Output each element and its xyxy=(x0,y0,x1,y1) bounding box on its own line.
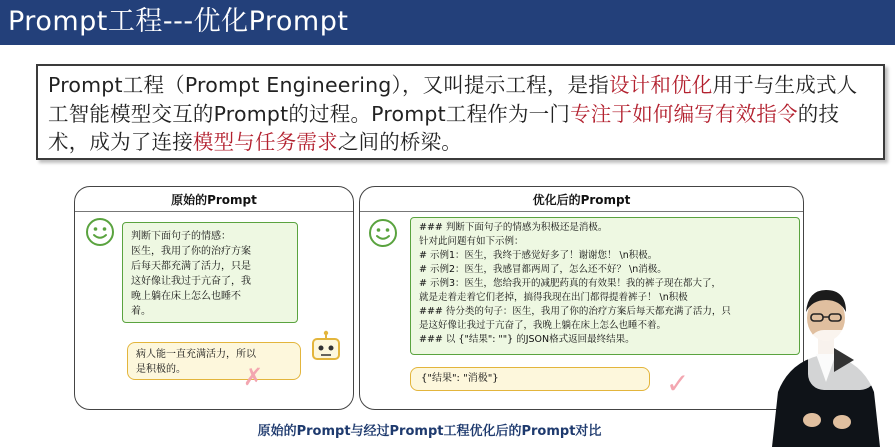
intro-definition-box xyxy=(36,64,885,160)
divider xyxy=(75,211,353,212)
prompt-line: # 示例3：医生，您给我开的减肥药真的有效果！我的裤子现在都大了， xyxy=(419,278,722,289)
caption-text: 原始的Prompt与经过Prompt工程优化后的Prompt对比 xyxy=(257,424,602,439)
intro-highlight: 专注于如何编写有效指令 xyxy=(570,101,798,126)
robot-icon xyxy=(309,329,343,365)
original-prompt-panel xyxy=(74,186,354,410)
reply-line: 病人能一直充满活力，所以 xyxy=(136,349,256,360)
smiley-face-icon xyxy=(85,217,115,247)
intro-seg: 用于与生成式人工智能模型交互的Prompt的过程。Prompt工程作为一门 xyxy=(48,73,858,126)
user-prompt-bubble xyxy=(410,217,800,355)
intro-highlight: 模型与任务需求 xyxy=(192,130,338,154)
prompt-line: ### 待分类的句子：医生，我用了你的治疗方案后每天都充满了活力，只 xyxy=(419,306,731,317)
intro-highlight: 设计和优化 xyxy=(608,73,713,97)
check-mark-icon: ✓ xyxy=(666,367,690,400)
prompt-line: 后每天都充满了活力，只是 xyxy=(131,261,251,272)
panel-title: 原始的Prompt xyxy=(171,193,257,207)
play-icon xyxy=(808,330,876,390)
intro-seg: 的技术，成为了连接 xyxy=(48,101,840,154)
prompt-line: 是这好像让我过于亢奋了，我晚上躺在床上怎么也睡不着。 xyxy=(419,320,667,331)
model-reply-bubble xyxy=(410,367,650,391)
user-prompt-bubble xyxy=(122,222,298,323)
prompt-line: 晚上躺在床上怎么也睡不 xyxy=(131,291,241,302)
video-play-button[interactable] xyxy=(808,330,876,390)
intro-seg: 之间的桥梁。 xyxy=(337,130,463,154)
prompt-line: # 示例2：医生，我感冒都两周了，怎么还不好？ \n消极。 xyxy=(419,264,667,275)
prompt-line: 医生，我用了你的治疗方案 xyxy=(131,246,251,257)
prompt-line: 着。 xyxy=(131,306,151,317)
prompt-line: 这好像让我过于亢奋了，我 xyxy=(131,276,251,287)
slide-title: Prompt工程---优化Prompt xyxy=(8,6,349,37)
model-reply-bubble xyxy=(127,342,301,380)
optimized-prompt-panel xyxy=(359,186,804,410)
slide-title-bar xyxy=(0,0,895,45)
prompt-line: 就是走着走着它们老掉，搞得我现在出门都得提着裤子！ \n积极 xyxy=(419,292,688,303)
prompt-line: # 示例1：医生，我终于感觉好多了！谢谢您！ \n积极。 xyxy=(419,250,658,261)
prompt-line: 判断下面句子的情感： xyxy=(131,231,231,242)
intro-seg: Prompt工程（Prompt Engineering），又叫提示工程，是指 xyxy=(48,73,609,97)
prompt-line: ### 判断下面句子的情感为积极还是消极。 xyxy=(419,222,608,233)
reply-text: {"结果": "消极"} xyxy=(421,373,499,384)
cross-mark-icon: ✗ xyxy=(243,363,264,391)
prompt-line: 针对此问题有如下示例： xyxy=(419,236,524,247)
reply-line: 是积极的。 xyxy=(136,364,186,375)
panel-title: 优化后的Prompt xyxy=(532,193,631,207)
prompt-line: ### 以 {"结果": ""} 的JSON格式返回最终结果。 xyxy=(419,334,635,345)
smiley-face-icon xyxy=(368,218,398,248)
divider xyxy=(360,211,803,212)
